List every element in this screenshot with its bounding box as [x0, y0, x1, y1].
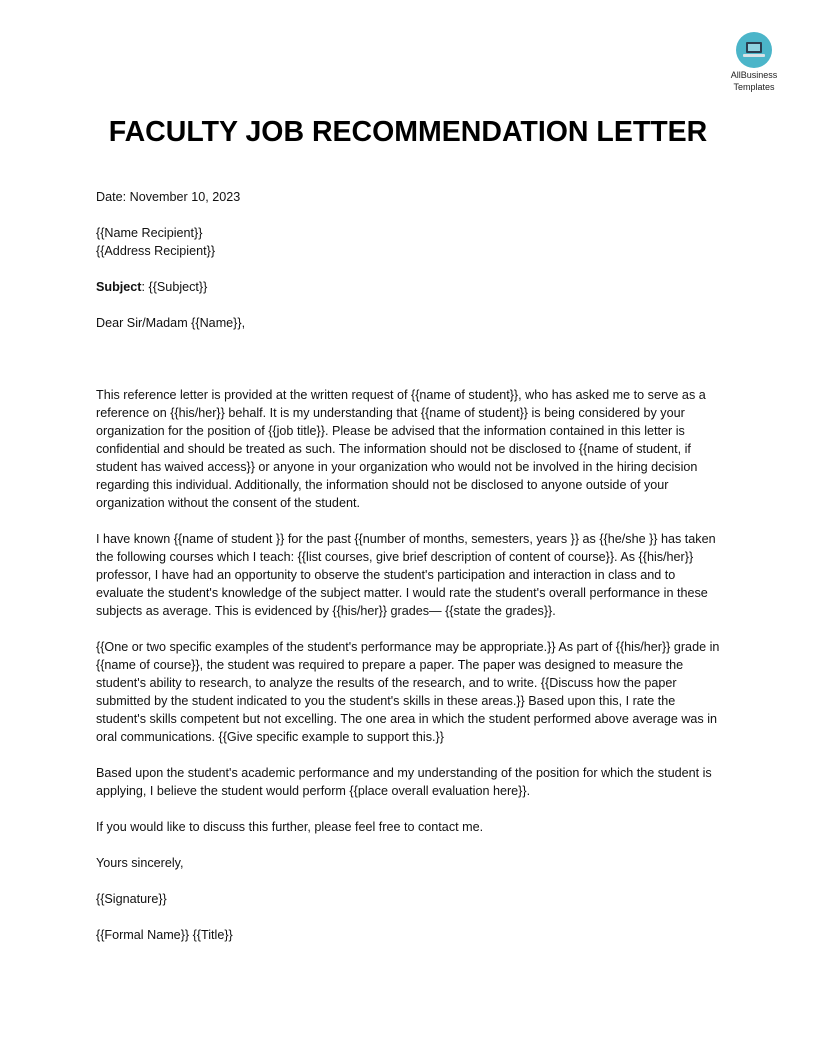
- signoff-name: {{Formal Name}} {{Title}}: [96, 928, 233, 942]
- letter-body: [96, 188, 720, 944]
- paragraph-4: Based upon the student's academic performance and my understanding of the position for which the student is applying, I believe the student would perform {{place overall evaluation here}}.: [96, 766, 712, 798]
- recipient-address: {{Address Recipient}}: [96, 244, 216, 258]
- letter-date: Date: November 10, 2023: [96, 190, 241, 204]
- laptop-icon: [736, 32, 772, 68]
- salutation: Dear Sir/Madam {{Name}},: [96, 316, 246, 330]
- subject-line: [96, 278, 720, 296]
- signature: {{Signature}}: [96, 892, 167, 906]
- paragraph-2: I have known {{name of student }} for the past {{number of months, semesters, years }} as {{he/she }} has taken the following courses which I teach: {{list courses, give brief description of content of course}}. As {{his/her}} professor, I have had an opportunity to observe the student's participation and interaction in class and to evaluate the student's knowledge of the subject matter. I would rate the student's overall performance in these subjects as average. This is evidenced by {{his/her}} grades— {{state the grades}}.: [96, 532, 716, 618]
- logo-text-line2: Templates: [733, 82, 775, 92]
- paragraph-3: {{One or two specific examples of the student's performance may be appropriate.}} As part of {{his/her}} grade in {{name of course}}, the student was required to prepare a paper. The paper was designed to measure the student's ability to research, to analyze the results of the research, and to write. {{Discuss how the paper submitted by the student indicated to you the student's skills in these areas.}} Based upon this, I rate the student's skills competent but not excelling. The one area in which the student performed above average was in oral communications. {{Give specific example to support this.}}: [96, 640, 720, 744]
- subject-label: Subject: [96, 280, 142, 294]
- recipient-name: {{Name Recipient}}: [96, 226, 203, 240]
- subject-value: : {{Subject}}: [141, 280, 208, 294]
- paragraph-1: This reference letter is provided at the written request of {{name of student}}, who has asked me to serve as a reference on {{his/her}} behalf. It is my understanding that {{name of student}} is being considered by your organization for the position of {{job title}}. Please be advised that the information contained in this letter is confidential and should be treated as such. The information should not be disclosed to {{name of student, if student has waived access}} or anyone in your organization who would not be involved in the hiring decision regarding this individual. Additionally, the information should not be disclosed to anyone outside of your organization without the consent of the student.: [96, 388, 706, 510]
- logo-text-line1: AllBusiness: [730, 70, 778, 80]
- brand-logo: [718, 32, 790, 92]
- page-title: FACULTY JOB RECOMMENDATION LETTER: [108, 116, 708, 148]
- paragraph-5: If you would like to discuss this further, please feel free to contact me.: [96, 820, 484, 834]
- closing: Yours sincerely,: [96, 856, 184, 870]
